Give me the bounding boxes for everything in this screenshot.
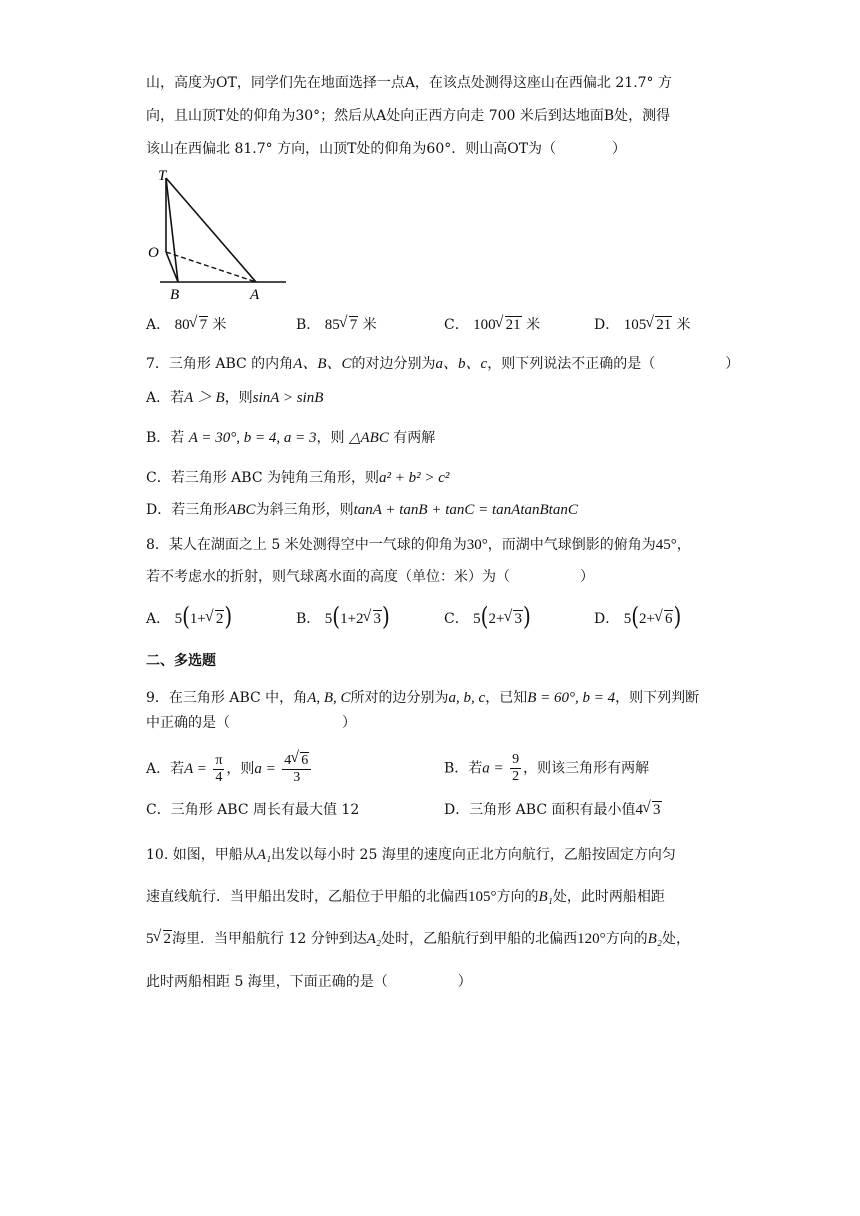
q10-line-4: 此时两船相距 5 海里，下面正确的是（ ） (146, 974, 472, 990)
q9-option-c[interactable]: C．三角形 ABC 周长有最大值 12 (146, 802, 360, 818)
segment-ta (166, 178, 256, 282)
q6-line-3: 该山在西偏北 81.7° 方向，山顶T处的仰角为60°．则山高OT为（ ） (146, 141, 627, 157)
q8-option-b[interactable]: B． 5(1+2√ 3) (296, 607, 390, 629)
q9-line-2: 中正确的是（ ） (146, 715, 356, 731)
q7-option-d[interactable]: D．若三角形ABC为斜三角形，则tanA + tanB + tanC = tanAtanBtanC (146, 502, 578, 518)
q8-line-2: 若不考虑水的折射，则气球离水面的高度（单位：米）为（ ） (146, 569, 594, 585)
label-t: T (158, 168, 167, 184)
q6-option-d[interactable]: D． 105√ 21 米 (594, 315, 691, 335)
q9-option-b[interactable]: B．若a = $\frac{9}{2}$ ，则该三角形有两解 (444, 752, 650, 784)
q8-line-1: 8．某人在湖面之上 5 米处测得空中一气球的仰角为30°，而湖中气球倒影的俯角为45°， (146, 537, 691, 553)
q10-line-3: 5√ 2海里．当甲船航行 12 分钟到达A₂处时，乙船航行到甲船的北偏西120°方向的B₂处， (146, 929, 690, 949)
q6-option-c[interactable]: C． 100√ 21 米 (444, 315, 540, 335)
q6-line-1: 山，高度为OT，同学们先在地面选择一点A，在该点处测得这座山在西偏北 21.7° 方 (146, 75, 672, 91)
mountain-figure (146, 164, 296, 304)
q6-option-b[interactable]: B． 85√ 7 米 (296, 315, 377, 335)
label-b: B (170, 287, 180, 303)
q7-option-a[interactable]: A．若A ＞ B，则sinA > sinB (146, 390, 324, 406)
q10-line-2: 速直线航行．当甲船出发时，乙船位于甲船的北偏西105°方向的B₁处，此时两船相距 (146, 889, 665, 905)
label-o: O (148, 245, 159, 261)
q6-option-a[interactable]: A． 80√ 7 米 (146, 315, 227, 335)
q7-option-c[interactable]: C．若三角形 ABC 为钝角三角形，则a² + b² > c² (146, 470, 450, 486)
q7-option-b[interactable]: B．若 A = 30°, b = 4, a = 3，则 △ABC 有两解 (146, 430, 436, 446)
q9-line-1: 9．在三角形 ABC 中，角A, B, C所对的边分别为a, b, c，已知B = 60°, b = 4，则下列判断 (146, 690, 700, 706)
q10-line-1: 10. 如图，甲船从A₁出发以每小时 25 海里的速度向正北方向航行，乙船按固定方向匀 (146, 847, 676, 863)
section-heading: 二、多选题 (146, 653, 216, 669)
q8-option-d[interactable]: D． 5(2+√ 6) (594, 607, 681, 629)
label-a: A (250, 287, 260, 303)
q9-option-d[interactable]: D．三角形 ABC 面积有最小值4√ 3 (444, 800, 662, 820)
q6-line-2: 向，且山顶T处的仰角为30°；然后从A处向正西方向走 700 米后到达地面B处，测得 (146, 108, 671, 124)
q7-stem: 7．三角形 ABC 的内角A、B、C的对边分别为a、b、c，则下列说法不正确的是（ ） (146, 356, 740, 372)
q9-option-a[interactable]: A．若A = $\frac{\pi}{4}$ ，则a = $\frac{4√ 6}{3}$ (146, 752, 313, 786)
q8-option-a[interactable]: A． 5(1+√ 2) (146, 607, 232, 629)
q8-option-c[interactable]: C． 5(2+√ 3) (444, 607, 531, 629)
